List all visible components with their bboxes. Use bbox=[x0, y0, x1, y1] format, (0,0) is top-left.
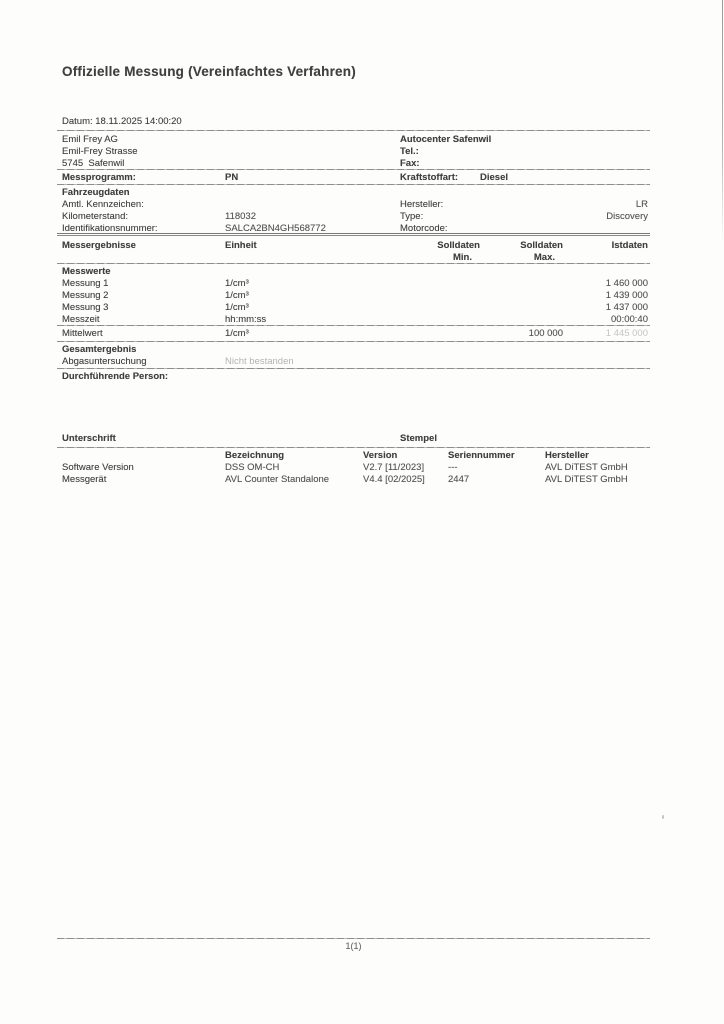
actual-col-header: Istdaten bbox=[611, 240, 648, 251]
odometer-label: Kilometerstand: bbox=[62, 211, 129, 222]
party-row bbox=[62, 146, 650, 158]
divider bbox=[57, 325, 650, 326]
overall-result-row bbox=[62, 356, 650, 368]
footer-divider bbox=[57, 938, 650, 939]
mean-actual: 1 445 000 bbox=[605, 328, 648, 339]
examiner-label: Durchführende Person: bbox=[62, 371, 169, 382]
fuel-label: Kraftstoffart: bbox=[400, 172, 459, 183]
unit-col-header: Einheit bbox=[225, 240, 257, 251]
equipment-version: V2.7 [11/2023] bbox=[363, 462, 425, 473]
measurement-unit: 1/cm³ bbox=[225, 278, 249, 289]
divider bbox=[57, 130, 650, 131]
fuel-value: Diesel bbox=[480, 172, 508, 183]
emission-test-label: Abgasuntersuchung bbox=[62, 356, 147, 367]
measurement-actual: 1 460 000 bbox=[605, 278, 648, 289]
mean-row bbox=[62, 328, 650, 340]
divider bbox=[57, 368, 650, 369]
equipment-row bbox=[62, 462, 650, 474]
divider bbox=[57, 169, 650, 170]
tel-label: Tel.: bbox=[400, 146, 419, 157]
measurement-row bbox=[62, 278, 650, 290]
manufacturer-value: LR bbox=[635, 199, 648, 210]
measurement-row bbox=[62, 302, 650, 314]
equipment-label: Software Version bbox=[62, 462, 134, 473]
signature-row bbox=[62, 433, 650, 445]
vehicle-section-title: Fahrzeugdaten bbox=[62, 187, 130, 198]
date-line: Datum: 18.11.2025 14:00:20 bbox=[62, 116, 182, 127]
section-divider-thick bbox=[57, 233, 650, 236]
equipment-label: Messgerät bbox=[62, 474, 107, 485]
equipment-name: DSS OM-CH bbox=[225, 462, 280, 473]
emission-test-result: Nicht bestanden bbox=[225, 356, 294, 367]
type-value: Discovery bbox=[606, 211, 648, 222]
scan-edge-artifact bbox=[722, 0, 723, 245]
scan-speck-artifact bbox=[662, 815, 664, 819]
divider bbox=[57, 447, 650, 448]
vin-value: SALCA2BN4GH568772 bbox=[225, 223, 326, 234]
measurement-actual: 1 437 000 bbox=[605, 302, 648, 313]
manufacturer-label: Hersteller: bbox=[400, 199, 444, 210]
workshop-street: Emil-Frey Strasse bbox=[62, 146, 138, 157]
fax-label: Fax: bbox=[400, 158, 420, 169]
workshop-name: Emil Frey AG bbox=[62, 134, 118, 145]
divider bbox=[57, 184, 650, 185]
measurements-group-title: Messwerte bbox=[62, 266, 111, 277]
engine-code-label: Motorcode: bbox=[400, 223, 448, 234]
date-row bbox=[62, 116, 650, 128]
max-subheader: Max. bbox=[533, 252, 555, 263]
measurement-label: Messung 1 bbox=[62, 278, 109, 289]
measurement-unit: 1/cm³ bbox=[225, 290, 249, 301]
target-max-col-header: Solldaten bbox=[520, 240, 563, 251]
vin-label: Identifikationsnummer: bbox=[62, 223, 158, 234]
page-title: Offizielle Messung (Vereinfachtes Verfahren) bbox=[62, 64, 356, 79]
equipment-version: V4.4 [02/2025] bbox=[363, 474, 425, 485]
signature-label: Unterschrift bbox=[62, 433, 116, 444]
center-name: Autocenter Safenwil bbox=[400, 134, 492, 145]
equipment-version-header: Version bbox=[363, 450, 398, 461]
equipment-name: AVL Counter Standalone bbox=[225, 474, 330, 485]
equipment-serial: 2447 bbox=[448, 474, 470, 485]
equipment-maker: AVL DiTEST GmbH bbox=[545, 462, 628, 473]
vehicle-row bbox=[62, 199, 650, 211]
min-subheader: Min. bbox=[453, 252, 472, 263]
equipment-maker: AVL DiTEST GmbH bbox=[545, 474, 628, 485]
odometer-value: 118032 bbox=[225, 211, 256, 222]
equipment-header-row bbox=[62, 450, 650, 462]
target-min-col-header: Solldaten bbox=[437, 240, 480, 251]
results-col-header: Messergebnisse bbox=[62, 240, 136, 251]
divider bbox=[57, 341, 650, 342]
workshop-city: 5745 Safenwil bbox=[62, 158, 125, 169]
mean-label: Mittelwert bbox=[62, 328, 103, 339]
equipment-serial-header: Seriennummer bbox=[448, 450, 515, 461]
vehicle-row bbox=[62, 211, 650, 223]
plate-label: Amtl. Kennzeichen: bbox=[62, 199, 144, 210]
equipment-row bbox=[62, 474, 650, 486]
program-label: Messprogramm: bbox=[62, 172, 136, 183]
type-label: Type: bbox=[400, 211, 424, 222]
program-value: PN bbox=[225, 172, 239, 183]
equipment-serial: --- bbox=[448, 462, 458, 473]
stamp-label: Stempel bbox=[400, 433, 437, 444]
mean-target-max: 100 000 bbox=[528, 328, 563, 339]
equipment-name-header: Bezeichnung bbox=[225, 450, 285, 461]
results-header-row bbox=[62, 240, 650, 252]
divider bbox=[57, 263, 650, 264]
measurement-label: Messung 3 bbox=[62, 302, 109, 313]
measurement-actual: 00:00:40 bbox=[611, 314, 648, 325]
examiner-row bbox=[62, 371, 650, 383]
measurement-actual: 1 439 000 bbox=[605, 290, 648, 301]
page-number: 1(1) bbox=[345, 941, 362, 951]
measurement-label: Messzeit bbox=[62, 314, 100, 325]
party-row bbox=[62, 134, 650, 146]
measurement-unit: 1/cm³ bbox=[225, 302, 249, 313]
program-row bbox=[62, 172, 650, 184]
overall-section-title: Gesamtergebnis bbox=[62, 344, 137, 355]
measurement-row bbox=[62, 290, 650, 302]
measurement-unit: hh:mm:ss bbox=[225, 314, 267, 325]
measurement-label: Messung 2 bbox=[62, 290, 109, 301]
equipment-maker-header: Hersteller bbox=[545, 450, 589, 461]
mean-unit: 1/cm³ bbox=[225, 328, 249, 339]
